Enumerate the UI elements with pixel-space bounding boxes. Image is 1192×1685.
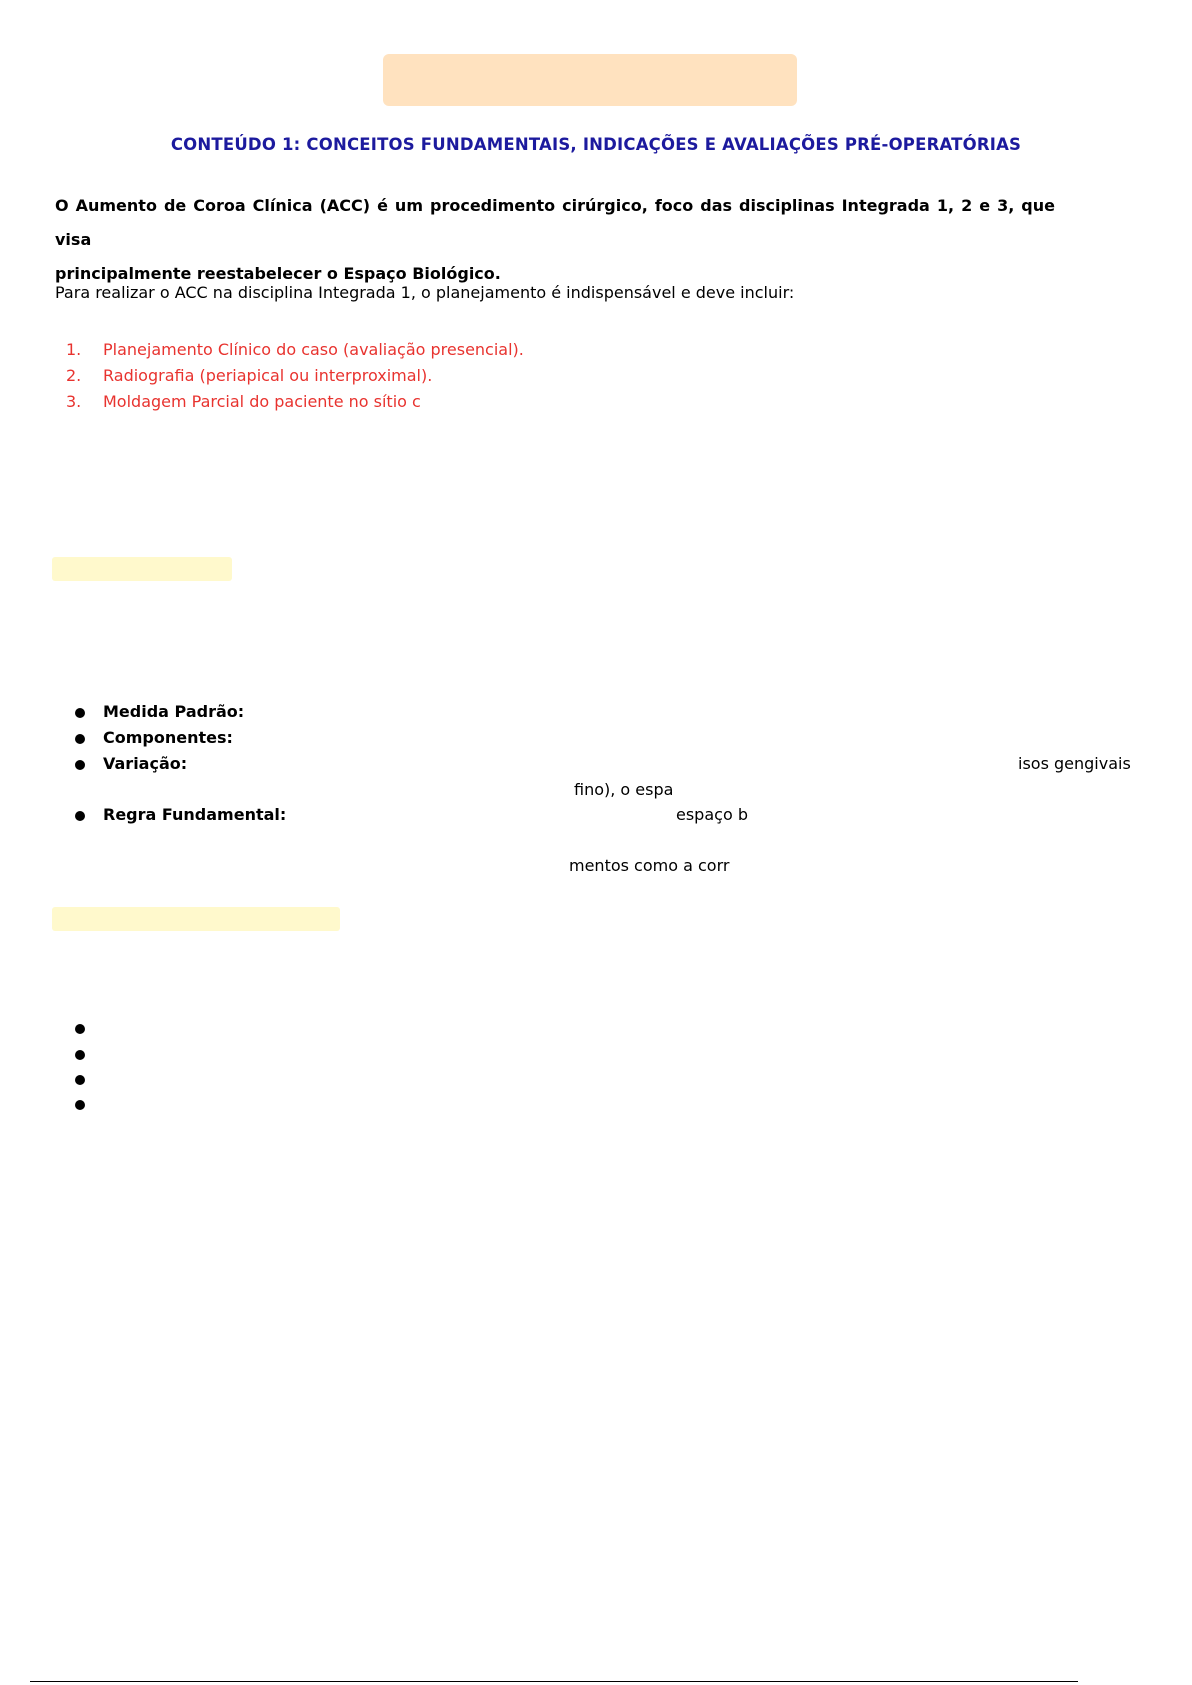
bullet-label-medida: Medida Padrão: bbox=[103, 702, 245, 721]
text-fragment: espaço b bbox=[676, 805, 748, 824]
text-fragment: fino), o espa bbox=[574, 780, 674, 799]
bullet-label-regra: Regra Fundamental: bbox=[103, 805, 287, 824]
page-title: CONTEÚDO 1: CONCEITOS FUNDAMENTAIS, INDICAÇÕES E AVALIAÇÕES PRÉ-OPERATÓRIAS bbox=[170, 135, 1022, 154]
list-number: 2. bbox=[66, 366, 82, 385]
list-text: Radiografia (periapical ou interproximal). bbox=[103, 366, 433, 385]
bottom-rule bbox=[30, 1681, 1078, 1682]
list-item bbox=[66, 389, 524, 415]
header-banner bbox=[383, 54, 797, 106]
bullet-icon bbox=[75, 811, 85, 821]
list-item bbox=[66, 337, 524, 363]
planning-text: Para realizar o ACC na disciplina Integrada 1, o planejamento é indispensável e deve incluir: bbox=[55, 283, 795, 302]
text-fragment: mentos como a corr bbox=[569, 856, 730, 875]
list-number: 1. bbox=[66, 340, 82, 359]
list-number: 3. bbox=[66, 392, 82, 411]
list-text: Planejamento Clínico do caso (avaliação presencial). bbox=[103, 340, 524, 359]
bullet-icon bbox=[75, 734, 85, 744]
section-heading-highlight bbox=[52, 557, 232, 581]
section-heading-highlight bbox=[52, 907, 340, 931]
bullet-label-variacao: Variação: bbox=[103, 754, 188, 773]
list-text: Moldagem Parcial do paciente no sítio c bbox=[103, 392, 421, 411]
bullet-icon bbox=[75, 1075, 85, 1085]
intro-paragraph bbox=[55, 189, 1055, 291]
list-item bbox=[66, 363, 524, 389]
bullet-icon bbox=[75, 708, 85, 718]
intro-line-1: O Aumento de Coroa Clínica (ACC) é um procedimento cirúrgico, foco das disciplinas Integrada 1, 2 e 3, que visa bbox=[55, 196, 1055, 249]
intro-line-2: principalmente reestabelecer o Espaço Biológico. bbox=[55, 264, 501, 283]
text-fragment: isos gengivais bbox=[1018, 754, 1131, 773]
bullet-icon bbox=[75, 760, 85, 770]
planning-list bbox=[66, 337, 524, 415]
bullet-label-componentes: Componentes: bbox=[103, 728, 233, 747]
bullet-icon bbox=[75, 1100, 85, 1110]
bullet-icon bbox=[75, 1024, 85, 1034]
bullet-icon bbox=[75, 1050, 85, 1060]
